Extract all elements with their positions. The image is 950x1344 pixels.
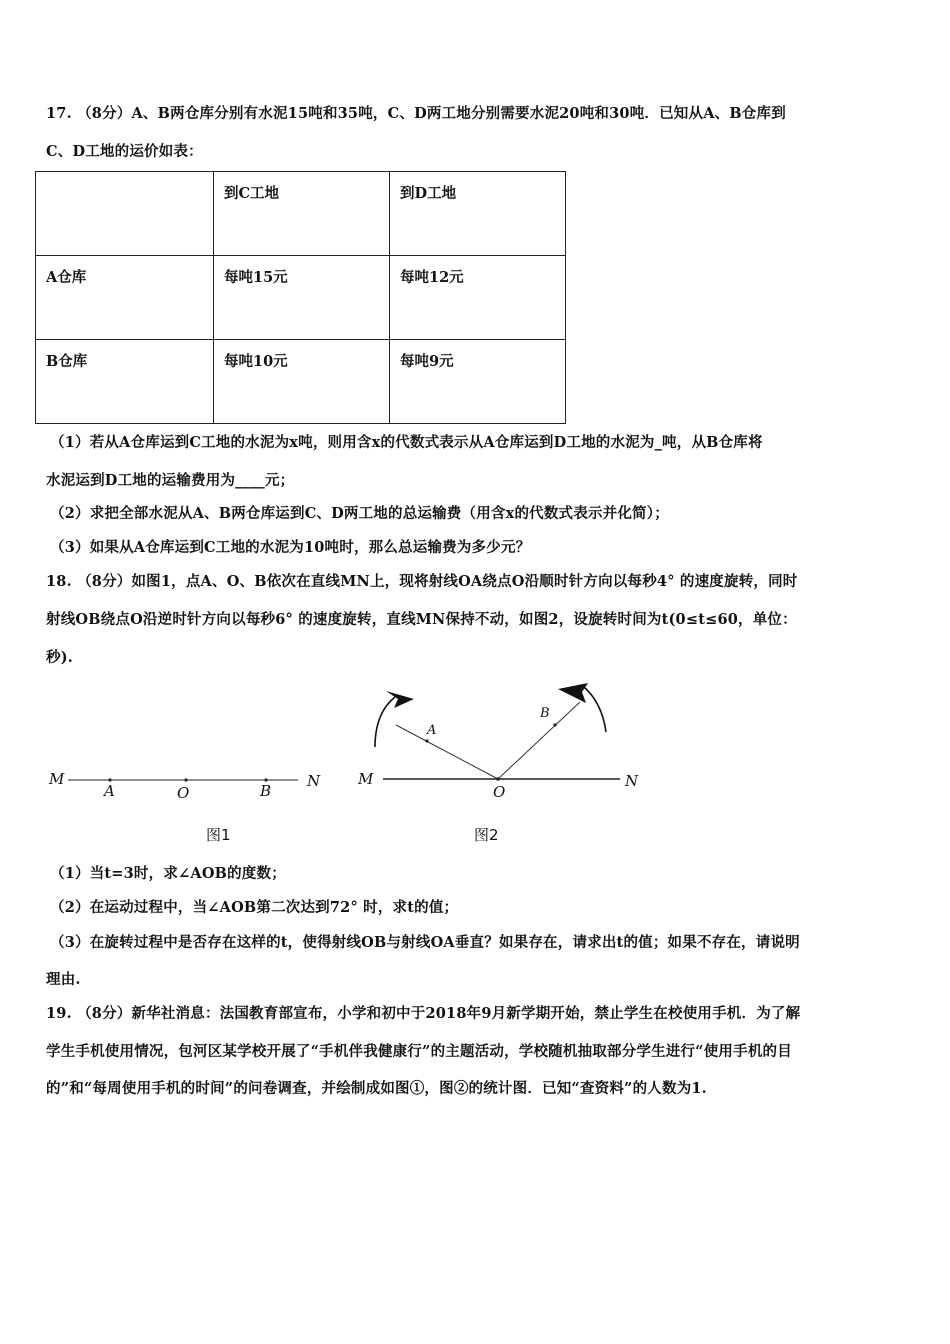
fig2-label-o: O	[493, 783, 506, 801]
shipping-cost-table	[35, 171, 566, 424]
q17-part2: （2）求把全部水泥从A、B两仓库运到C、D两工地的总运输费（用含x的代数式表示并化简）；	[50, 505, 669, 522]
table-row	[36, 340, 566, 424]
q18-stem-line3: 秒).	[46, 649, 74, 666]
q18-stem-line1: 18. （8分）如图1，点A、O、B依次在直线MN上，现将射线OA绕点O沿顺时针方向以每秒4° 的速度旋转，同时	[46, 573, 798, 590]
fig1-label-m: M	[49, 770, 65, 788]
table-row	[36, 256, 566, 340]
table-row-label: A仓库	[36, 256, 214, 340]
table-cell	[36, 172, 214, 256]
q18-stem-line2: 射线OB绕点O沿逆时针方向以每秒6° 的速度旋转，直线MN保持不动，如图2，设旋转时间为t(0≤t≤60，单位：	[46, 611, 797, 628]
table-cell: 每吨15元	[214, 256, 390, 340]
table-header-to-d: 到D工地	[390, 172, 566, 256]
table-header-row	[36, 172, 566, 256]
q18-part3-line2: 理由.	[46, 971, 81, 988]
q17-stem-line2: C、D工地的运价如表：	[46, 143, 203, 160]
q18-part1: （1）当t=3时，求∠AOB的度数；	[50, 865, 286, 882]
q19-stem-line1: 19. （8分）新华社消息：法国教育部宣布，小学和初中于2018年9月新学期开始，禁止学生在校使用手机．为了解	[46, 1005, 801, 1022]
counterclockwise-arrow-icon	[558, 683, 588, 703]
fig1-label-a: A	[104, 782, 115, 800]
figure-1-diagram	[40, 760, 340, 810]
table-row-label: B仓库	[36, 340, 214, 424]
q17-stem-line1: 17. （8分）A、B两仓库分别有水泥15吨和35吨，C、D两工地分别需要水泥20吨和30吨．已知从A、B仓库到	[46, 105, 786, 122]
q19-stem-line2: 学生手机使用情况，包河区某学校开展了“手机伴我健康行”的主题活动，学校随机抽取部分学生进行“使用手机的目	[46, 1043, 792, 1060]
fig2-label-n: N	[625, 772, 639, 790]
fig1-caption: 图1	[206, 826, 231, 844]
fig1-label-o: O	[177, 784, 190, 802]
table-cell: 每吨12元	[390, 256, 566, 340]
q17-part1-line1: （1）若从A仓库运到C工地的水泥为x吨，则用含x的代数式表示从A仓库运到D工地的水泥为_吨，从B仓库将	[50, 434, 763, 451]
q17-part3: （3）如果从A仓库运到C工地的水泥为10吨时，那么总运输费为多少元？	[50, 539, 531, 556]
fig2-label-m: M	[358, 770, 374, 788]
clockwise-arrow-icon	[386, 691, 414, 708]
q18-part3-line1: （3）在旋转过程中是否存在这样的t，使得射线OB与射线OA垂直？如果存在，请求出t的值；如果不存在，请说明	[50, 934, 800, 951]
table-cell: 每吨10元	[214, 340, 390, 424]
fig1-label-n: N	[307, 772, 321, 790]
fig2-label-a: A	[427, 723, 437, 738]
q17-part1-line2: 水泥运到D工地的运输费用为____元；	[46, 472, 295, 489]
q19-stem-line3: 的”和“每周使用手机的时间”的问卷调查，并绘制成如图①，图②的统计图．已知“查资料”的人数为1.	[46, 1080, 707, 1097]
table-header-to-c: 到C工地	[214, 172, 390, 256]
table-cell: 每吨9元	[390, 340, 566, 424]
fig2-label-b: B	[540, 706, 550, 721]
fig1-label-b: B	[260, 782, 272, 800]
fig2-caption: 图2	[474, 826, 499, 844]
q18-part2: （2）在运动过程中，当∠AOB第二次达到72° 时，求t的值；	[50, 899, 459, 916]
